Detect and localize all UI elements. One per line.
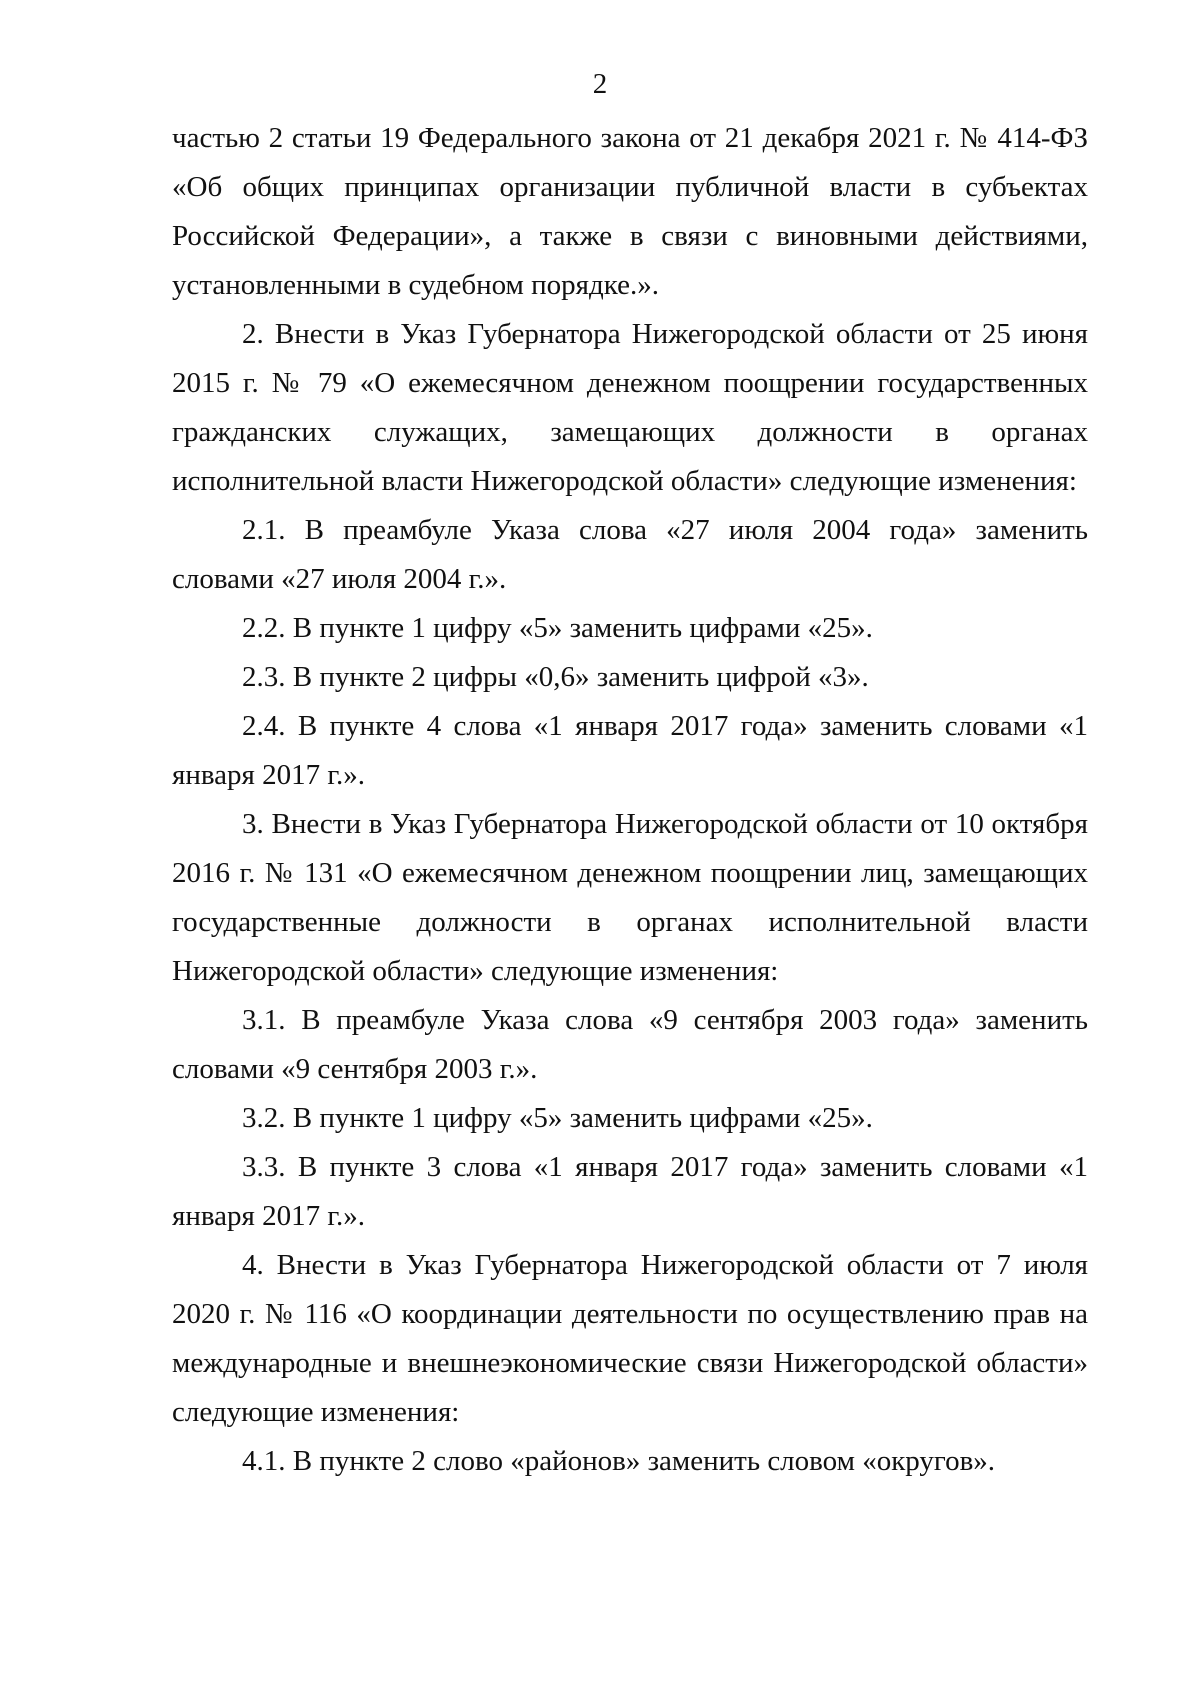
paragraph-item-2: 2. Внести в Указ Губернатора Нижегородской области от 25 июня 2015 г. № 79 «О ежемесячном денежном поощрении государственных гражданских служащих, замещающих должности в органах исполнительной власти Нижегородской области» следующие изменения: <box>172 318 1088 497</box>
paragraph-item-2-4: 2.4. В пункте 4 слова «1 января 2017 года» заменить словами «1 января 2017 г.». <box>172 710 1088 791</box>
paragraph-item-2-2: 2.2. В пункте 1 цифру «5» заменить цифрами «25». <box>242 612 873 644</box>
page-number: 2 <box>592 68 608 100</box>
paragraph-item-3-1: 3.1. В преамбуле Указа слова «9 сентября 2003 года» заменить словами «9 сентября 2003 г.». <box>172 1004 1088 1085</box>
paragraph-item-3: 3. Внести в Указ Губернатора Нижегородской области от 10 октября 2016 г. № 131 «О ежемесячном денежном поощрении лиц, замещающих государственные должности в органах исполнительной власти Нижегородской области» следующие изменения: <box>172 808 1088 987</box>
paragraph-item-3-3: 3.3. В пункте 3 слова «1 января 2017 года» заменить словами «1 января 2017 г.». <box>172 1151 1088 1232</box>
paragraph-item-2-1: 2.1. В преамбуле Указа слова «27 июля 2004 года» заменить словами «27 июля 2004 г.». <box>172 514 1088 595</box>
paragraph-item-4-1: 4.1. В пункте 2 слово «районов» заменить словом «округов». <box>242 1445 996 1477</box>
paragraph-item-2-3: 2.3. В пункте 2 цифры «0,6» заменить цифрой «3». <box>242 661 869 693</box>
paragraph-continuation: частью 2 статьи 19 Федерального закона от 21 декабря 2021 г. № 414-ФЗ «Об общих принципах организации публичной власти в субъектах Российской Федерации», а также в связи с виновными действиями, установленными в судебном порядке.». <box>172 122 1088 301</box>
document-body <box>172 114 1088 1486</box>
paragraph-item-3-2: 3.2. В пункте 1 цифру «5» заменить цифрами «25». <box>242 1102 873 1134</box>
paragraph-item-4: 4. Внести в Указ Губернатора Нижегородской области от 7 июля 2020 г. № 116 «О координации деятельности по осуществлению прав на международные и внешнеэкономические связи Нижегородской области» следующие изменения: <box>172 1249 1088 1428</box>
